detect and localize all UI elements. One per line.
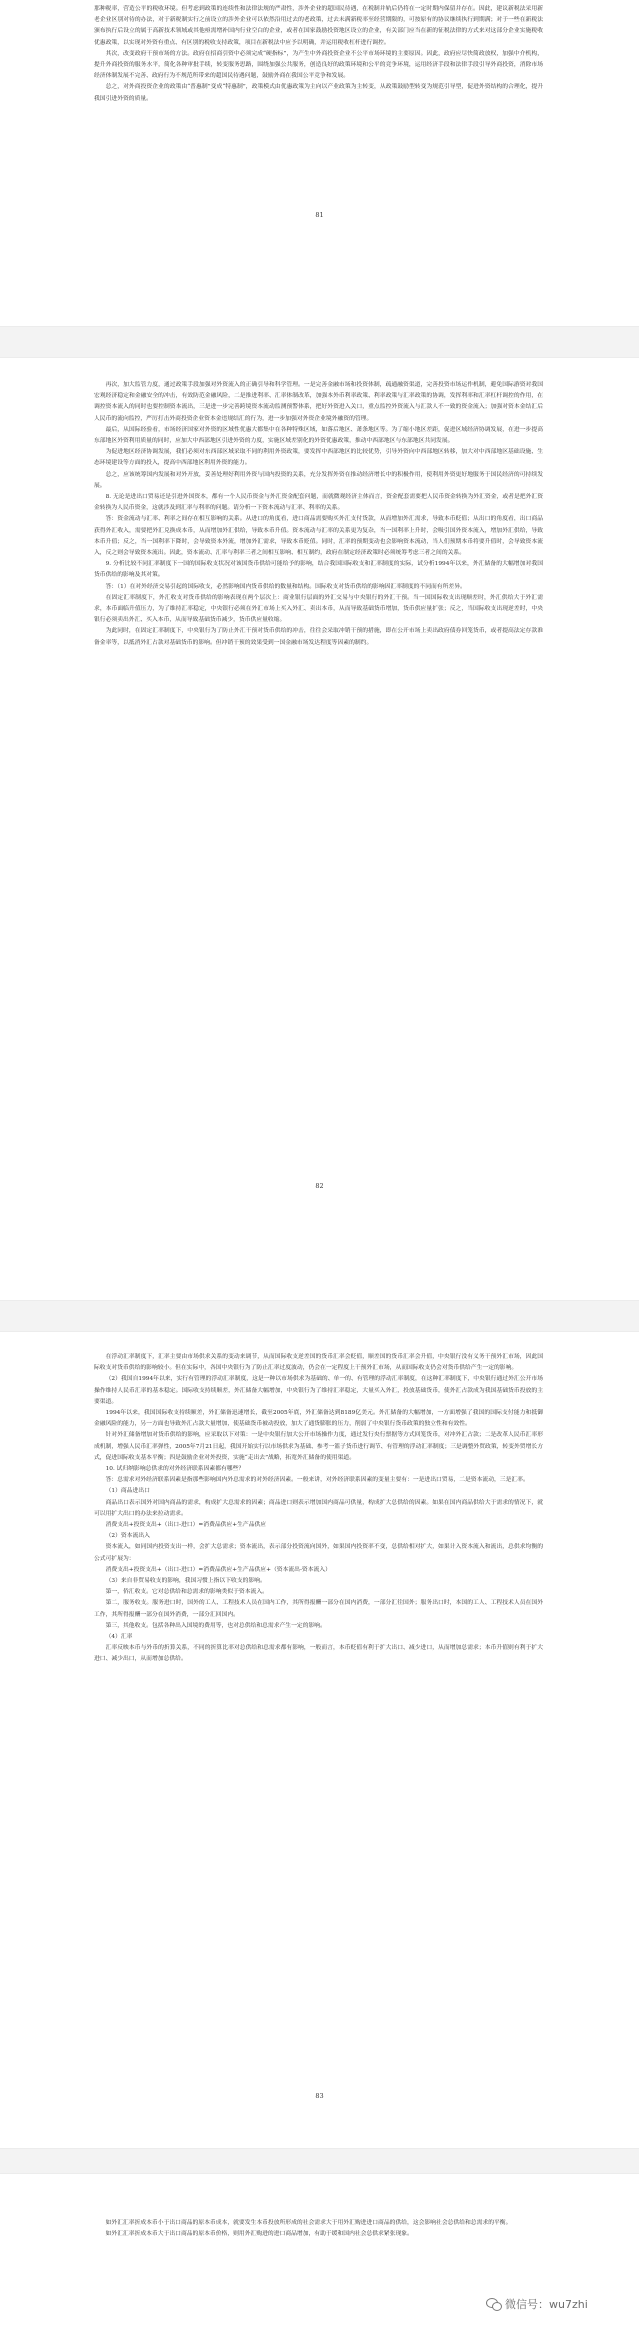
paragraph: 那种税率，营造公平的税收环境。但考虑到政策的连续性和法律法规的严肃性，涉外企业的超国民待遇，在税制并轨后仍将在一定时期内保留并存在。因此，建议新税法采用新老企业区别对待的办法，对于新税制实行之前设立的涉外企业可以依然沿用过去的老政策，过去未满新税率至经营期限的，可按原有的协议继续执行到期满；对于一些在新税法颁布执行后设立的属于高新技术领域或其他亟需增补国内行业空白的企业，或者在国家鼓励投资地区设立的企业，有关部门应当在新的征税法律的方式来对这部分企业实施税收优惠政策，以实现对外资有重点、有区别的税收支持政策，项目在新税法中应予以明确，并运用税收杠杆进行调控。: [94, 6, 543, 46]
paragraph: 答：资金流动与汇率、利率之间存在相互影响的关系。从进口的角度看，进口商品需要购买外汇支付货款，从而增加外汇需求，导致本币贬值；从出口的角度看，出口商品获得外汇收入，需要把外汇兑换成本币，从而增加外汇供给，导致本币升值。资本流动与汇率的关系更为复杂，当一国利率上升时，会吸引国外资本流入，增加外汇供给，导致本币升值；反之，当一国利率下降时，会导致资本外流，增加外汇需求，导致本币贬值。同时，汇率的预期变动也会影响资本流动，当人们预期本币将要升值时，会导致资本流入，反之则会导致资本流出。因此，资本流动、汇率与利率三者之间相互影响、相互制约，政府在制定经济政策时必须统筹考虑三者之间的关系。: [94, 516, 543, 557]
paragraph: 最后，从国际经验看，市场经济国家对外资的区域性优惠大都集中在各种特殊区域，如落后地区、萧条地区等。为了缩小地区差距，促进区域经济协调发展，在进一步提高东部地区外资利用质量的同时，应加大中西部地区引进外资的力度，实施区域差别化的外资优惠政策，推动中西部地区与东部地区共同发展。: [94, 426, 543, 445]
page-gap: [0, 2148, 639, 2174]
page-84: [0, 2218, 639, 2240]
wechat-icon: [486, 2298, 502, 2310]
subheading: （2）资本流出入: [105, 1533, 150, 1540]
paragraph: 答：总需求对外经济联系因素是指那些影响国内外总需求的对外经济因素。一般来讲，对外经济联系因素的变量主要有：一是进出口贸易，二是资本流动，三是汇率。: [105, 1477, 529, 1484]
paragraph: 商品出口表示国外对国内商品的需求，构成扩大总需求的因素；商品进口则表示增加国内商品可供量，构成扩大总供给的因素。如果在国内商品供给大于需求的情况下，就可以用扩大出口的办法来拉动需求。: [94, 1499, 543, 1517]
page-82: [0, 380, 639, 649]
page-gap: [0, 1300, 639, 1332]
paragraph: 8. 无论是进出口贸易还是引进外国资本，都有一个人民币资金与外汇资金配套问题，而就微观经济主体而言，资金配套需要把人民币资金转换为外汇资金，或者是把外汇资金转换为人民币资金，这就涉及到汇率与利率的问题。请分析一下资本流动与汇率、利率的关系。: [94, 494, 543, 512]
page-number: 83: [315, 2092, 324, 2100]
paragraph: 如外汇汇率折成本币小于出口商品的原本币成本，就要发生本币投放所形成的社会需求大于用外汇购进进口商品的供给，这会影响社会总供给和总需求的平衡。: [105, 2220, 512, 2226]
paragraph: 在浮动汇率制度下，汇率主要由市场供求关系的变动来调节，从而国际收支逆差国的货币汇率会贬值，顺差国的货币汇率会升值，中央银行没有义务干预外汇市场，因此国际收支对货币供给的影响较小。但在实际中，各国中央银行为了防止汇率过度波动，仍会在一定程度上干预外汇市场，从而国际收支仍会对货币供给产生一定的影响。: [94, 1354, 543, 1372]
paragraph: 再次，加大监管力度，通过政策手段加强对外资流入的正确引导和科学管理。一是完善金融市场和投资体制，疏通融资渠道，完善投资市场运作机制，避免国际游资对我国宏观经济稳定和金融安全的冲击，有效防范金融风险，二是推进利率、汇率体制改革，加强本外币利率政策、利率政策与汇率政策的协调，发挥利率和汇率杠杆调控的作用，在调控资本流入的同时也要控制资本流出，三是进一步完善跨境资本流动监测预警体系，把好外资进入关口，重点监控外资流入与汇款人不一致的资金流入；加强对资本金结汇后人民币的流向监控，严厉打击外商投资企业资本金违规结汇的行为，进一步加强对外资企业境外融资的管理。: [94, 382, 543, 422]
subheading: （4）汇率: [105, 1634, 133, 1641]
question-heading: 10. 试归纳影响总供求的对外经济联系因素都有哪些？: [105, 1466, 245, 1473]
paragraph: 针对外汇储备增加对货币供给的影响，应采取以下对策：一是中央银行加大公开市场操作力度，通过发行央行票据等方式回笼货币，对冲外汇占款；二是改革人民币汇率形成机制，增强人民币汇率弹性，2005年7月21日起，我国开始实行以市场供求为基础、参考一篮子货币进行调节、有管理的浮动汇率制度；三是调整外贸政策，转变外贸增长方式，促进国际收支基本平衡；四是鼓励企业对外投资，实施“走出去”战略，拓宽外汇储备的使用渠道。: [94, 1432, 543, 1461]
paragraph: 如外汇汇率折成本币大于出口商品的原本币价格，则用外汇购进的进口商品增加，有助于缓和国内社会总供求紧张现象。: [105, 2231, 413, 2238]
paragraph: 答：（1）在对外经济交易引起的国际收支，必然影响国内货币供给的数量和结构。国际收支对货币供给的影响因汇率制度的不同而有所差异。: [105, 583, 466, 590]
paragraph: 第二，服务收支。服务进口时，国外的工人、工程技术人员在国内工作，其所得报酬一部分在国内消费，一部分汇往国外；服务出口时，本国的工人、工程技术人员在国外工作，其所得报酬一部分在国外消费，一部分汇回国内。: [94, 1600, 543, 1618]
paragraph: 第三，其他收支。包括各种出入国境的费用等，也对总供给和总需求产生一定的影响。: [105, 1622, 326, 1629]
subheading: （3）来自非贸易收支的影响，我国习惯上指以下收支的影响。: [105, 1578, 266, 1585]
paragraph: 为此同时，在固定汇率制度下，中央银行为了防止外汇干预对货币供给的冲击，往往会采取冲销干预的措施，即在公开市场上卖出政府债券回笼货币，或者提高法定存款准备金率等，以抵消外汇占款对基础货币的影响。但冲销干预的效果受到一国金融市场发达程度等因素的制约。: [94, 628, 543, 646]
paragraph: 在固定汇率制度下，外汇收支对货币供给的影响表现在两个层次上：商业银行层面的外汇交易与中央银行的外汇干预。当一国国际收支出现顺差时，外汇供给大于外汇需求，本币面临升值压力，为了维持汇率稳定，中央银行必须在外汇市场上买入外汇、卖出本币，从而导致基础货币增加，货币供应量扩张；反之，当国际收支出现逆差时，中央银行必须卖出外汇、买入本币，从而导致基础货币减少，货币供应量收缩。: [94, 594, 543, 624]
subheading: （1）商品进出口: [105, 1488, 150, 1495]
page-81: [0, 4, 639, 105]
page-gap: [0, 326, 639, 358]
page-number: 82: [315, 1182, 324, 1190]
paragraph: 总之，对外商投资企业的政策由“普惠制”变成“特惠制”，政策模式由优惠政策为主向以产业政策为主转变，从政策鼓励型转变为规范引导型，促进外资结构的合理化，提升我国引进外资的质量。: [94, 84, 543, 102]
paragraph: 汇率反映本币与外币的折算关系，不同的折算比率对总供给和总需求都有影响，一般而言，本币贬值有利于扩大出口、减少进口，从而增加总需求；本币升值则有利于扩大进口、减少出口，从而增加总供给。: [94, 1645, 543, 1663]
paragraph: 总之，应该统筹国内发展和对外开放，妥善处理好利用外资与国内投资的关系，充分发挥外资在推动经济增长中的积极作用，使利用外资更好地服务于国民经济的可持续发展。: [94, 471, 543, 489]
paragraph: （2）我国自1994年以来，实行有管理的浮动汇率制度，这是一种以市场供求为基础的、单一的、有管理的浮动汇率制度，在这种汇率制度下，中央银行通过外汇公开市场操作维持人民币汇率的基本稳定。国际收支持续顺差，外汇储备大幅增加，中央银行为了维持汇率稳定，大量买入外汇，投放基础货币，使外汇占款成为我国基础货币投放的主要渠道。: [94, 1376, 543, 1405]
paragraph: 1994年以来，我国国际收支持续顺差，外汇储备迅速增长，截至2005年底，外汇储备达到8189亿美元。外汇储备的大幅增加，一方面增强了我国的国际支付能力和抵御金融风险的能力，另一方面也导致外汇占款大量增加，使基础货币被动投放，加大了通货膨胀的压力，削弱了中央银行货币政策的独立性和有效性。: [94, 1410, 543, 1428]
watermark-label: 微信号：wu7zhi: [505, 2298, 588, 2311]
wechat-watermark: [486, 2296, 588, 2312]
page-83: [0, 1352, 639, 1666]
paragraph: 其次，改变政府干预市场的方法。政府在招商引资中必须完成“硬指标”，为产生中外商投资企业不公平市场环境的主要原因。因此，政府应尽快简政放权，加强中介机构，提升外商投资的服务水平，简化各种审批手续，转变服务思路，围绕加强公共服务，创造良好的政策环境和公平的竞争环境，运用经济手段和法律手段引导外商投资，消除市场经济体制发展不完善、政府行为不规范所带来的超国民待遇问题，鼓励外商在我国公平竞争和发展。: [94, 50, 543, 80]
paragraph: 为促进地区经济协调发展，我们必须对东西部区域采取不同的利用外资政策，要发挥中西部地区的比较优势，引导外资向中西部地区转移，加大对中西部地区基础设施、生态环境建设等方面的投入，提高中西部地区利用外资的能力。: [94, 449, 543, 467]
formula: 消费支出+投资支出+（出口-进口）=消费品供应+生产品供应: [105, 1522, 267, 1529]
paragraph: 第一，侨汇收支。它对总供给和总需求的影响类似于资本流入。: [105, 1589, 268, 1596]
paragraph: 资本流入，如同国内投资支出一样，会扩大总需求；资本流出，表示部分投资流向国外，如果国内投资率不变，总供给相对扩大，如果计入资本流入和流出，总供求均衡的公式可扩展为：: [94, 1544, 543, 1562]
paragraph: 9. 分析比较不同汇率制度下一国的国际收支状况对该国货币供给可能给予的影响，结合我国国际收支和汇率制度的实际，试分析1994年以来，外汇储备的大幅增加对我国货币供给的影响及其对策。: [94, 561, 543, 579]
formula: 消费支出+投资支出+（出口-进口）=消费品供应+生产品供应+（资本流出-资本流入）: [105, 1566, 331, 1573]
page-number: 81: [315, 211, 324, 219]
